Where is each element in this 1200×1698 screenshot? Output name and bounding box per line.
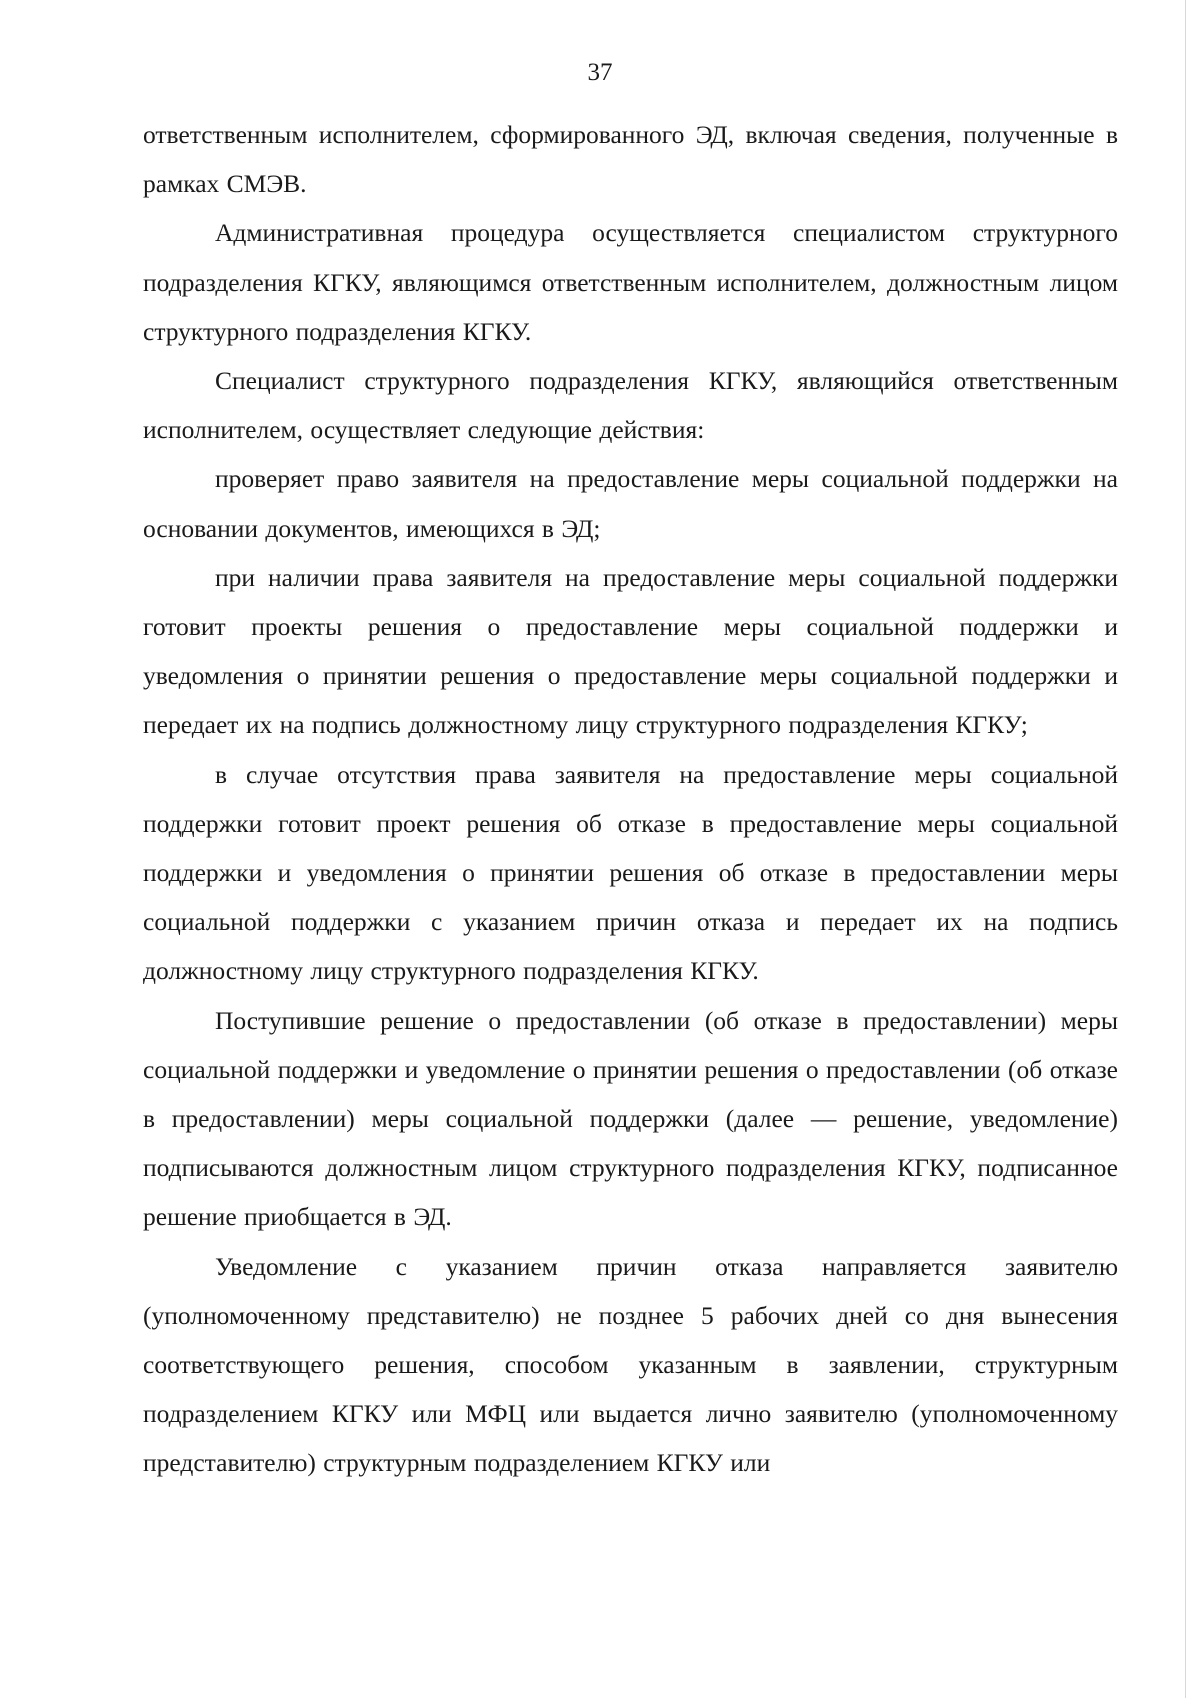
paragraph-4: проверяет право заявителя на предоставление меры социальной поддержки на основании документов, имеющихся в ЭД; bbox=[143, 464, 1118, 543]
scan-edge-line bbox=[1185, 0, 1186, 1698]
paragraph-3: Специалист структурного подразделения КГКУ, являющийся ответственным исполнителем, осуществляет следующие действия: bbox=[143, 366, 1118, 445]
page-number: 37 bbox=[587, 59, 613, 86]
paragraph-5: при наличии права заявителя на предоставление меры социальной поддержки готовит проекты решения о предоставление меры социальной поддержки и уведомления о принятии решения о предоставление меры социальной поддержки и передает их на подпись должностному лицу структурного подразделения КГКУ; bbox=[143, 562, 1118, 740]
paragraph-6: в случае отсутствия права заявителя на предоставление меры социальной поддержки готовит проект решения об отказе в предоставление меры социальной поддержки и уведомления о принятии решения об отказе в предоставлении меры социальной поддержки с указанием причин отказа и передает их на подпись должностному лицу структурного подразделения КГКУ. bbox=[143, 759, 1118, 986]
paragraph-2: Административная процедура осуществляется специалистом структурного подразделения КГКУ, являющимся ответственным исполнителем, должностным лицом структурного подразделения КГКУ. bbox=[143, 218, 1118, 346]
paragraph-1: ответственным исполнителем, сформированного ЭД, включая сведения, полученные в рамках СМЭВ. bbox=[143, 120, 1118, 199]
paragraph-8: Уведомление с указанием причин отказа направляется заявителю (уполномоченному представителю) не позднее 5 рабочих дней со дня вынесения соответствующего решения, способом указанным в заявлении, структурным подразделением КГКУ или МФЦ или выдается лично заявителю (уполномоченному представителю) структурным подразделением КГКУ или bbox=[143, 1251, 1118, 1478]
document-body bbox=[143, 110, 1118, 1488]
paragraph-7: Поступившие решение о предоставлении (об отказе в предоставлении) меры социальной поддержки и уведомление о принятии решения о предоставлении (об отказе в предоставлении) меры социальной поддержки (далее — решение, уведомление) подписываются должностным лицом структурного подразделения КГКУ, подписанное решение приобщается в ЭД. bbox=[143, 1005, 1118, 1232]
